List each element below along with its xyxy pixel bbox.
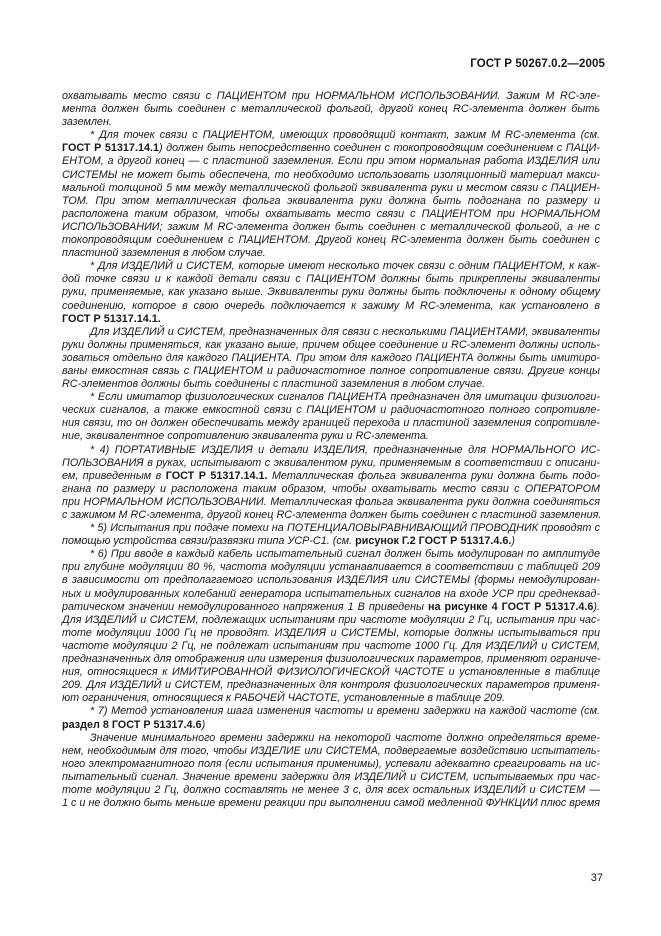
line-text: СИСТЕМЫ не может быть обеспечена, то необходимо использовать изоляционный материал макси- [62,168,600,181]
line-text: зоваться отдельно для каждого ПАЦИЕНТА. При этом для каждого ПАЦИЕНТА должны быть имитиро- [62,351,600,364]
line-text: 1 с и не должно быть меньше времени реакции при выполнении самой медленной ФУНКЦИИ плюс время [62,797,600,810]
page-number: 37 [590,872,603,884]
line-text: ТОМ. При этом металлическая фольга эквивалента руки должна быть подогнана по размеру и [62,194,600,207]
line-text: с зажимом М RC-элемента, другой конец RC-элемента должен быть соединен с пластиной заземления. [62,509,602,521]
line-text: мальной толщиной 5 мм между металлической фольгой эквивалента руки и местом связи с ПАЦИЕН- [62,181,600,194]
standard-reference: раздел 8 ГОСТ Р 51317.4.6 [62,718,202,731]
text-line [62,313,600,326]
line-text: ПОЛЬЗОВАНИЯ в руках, испытывают с эквивалентом руки, применяемым в соответствии с описани- [62,456,600,469]
text-line [62,286,600,299]
line-text: ЕНТОМ, а другой конец — с пластиной заземления. Если при этом нормальная работа ИЗДЕЛИЯ или [62,155,600,168]
line-text: ем, приведенным в [62,469,166,482]
text-line [62,719,600,732]
line-text: тоте модуляции 2 Гц, должно составлять не менее 3 с, для всех остальных ИЗДЕЛИЙ и СИСТЕМ — [62,783,600,796]
text-line [62,90,600,103]
line-text: руки, применяемые, как указано выше. Эквиваленты руки должны быть подключены к одному общему [62,286,600,299]
line-text: ных и модулированных колебаний генератора испытательных сигналов на входе УСР при среднеквад- [62,587,600,600]
text-line [62,601,600,614]
text-line [62,430,600,443]
line-text: * Для точек связи с ПАЦИЕНТОМ, имеющих проводящий контакт, зажим М RC-элемента (см. [90,129,600,142]
line-text: Значение минимального времени задержки на некоторой частоте должно определяться време- [90,731,600,744]
line-text: руки должны применяться, как указано выше, причем общее соединение и RC-элемент должны исполь- [62,338,600,351]
line-text: соединению, которое в свою очередь подключается к зажиму М RC-элемента, как установлено в [62,299,600,312]
text-line [62,444,600,457]
standard-reference: ГОСТ Р 51317.14.1. [62,312,161,325]
text-line [62,574,600,587]
line-text: Для ИЗДЕЛИЙ и СИСТЕМ, подлежащих испытаниям при частоте модуляции 2 Гц, испытания при час- [62,613,600,626]
line-text: 209. Для ИЗДЕЛИЙ и СИСТЕМ, предназначенных для контроля физиологических параметров применя- [62,679,600,692]
text-line [62,457,600,470]
text-line [62,195,600,208]
text-line [62,378,600,391]
text-line [62,352,600,365]
line-text: токопроводящим соединением с ПАЦИЕНТОМ. Другой конец RC-элемента должен быть соединен с [62,234,600,247]
line-text: заземлен. [62,116,112,129]
line-text-tail: Металлическая фольга эквивалента руки должна быть подо- [267,469,600,482]
text-line [62,247,600,260]
document-code-header: ГОСТ Р 50267.0.2—2005 [470,58,605,70]
page-body-text [62,90,600,810]
text-line [62,234,600,247]
line-text: предназначенных для отображения или измерения физиологических параметров, применяют ограниче- [62,653,601,666]
line-text: ваны емкостная связь с ПАЦИЕНТОМ и радиочастотное полное сопротивление связи. Другие концы [62,364,600,377]
text-line [62,640,600,653]
line-text: дой точке связи и к каждой детали связи с ПАЦИЕНТОМ должны быть прикреплены эквиваленты [62,273,600,286]
text-line [62,221,600,234]
text-line [62,732,600,745]
standard-reference: ГОСТ Р 51317.14.1. [165,469,268,482]
text-line [62,745,600,758]
line-text: * 4) ПОРТАТИВНЫЕ ИЗДЕЛИЯ и детали ИЗДЕЛИЯ, предназначенные для НОРМАЛЬНОГО ИС- [90,443,600,456]
line-text: Для ИЗДЕЛИЙ и СИСТЕМ, предназначенных для связи с несколькими ПАЦИЕНТАМИ, эквиваленты [90,325,600,338]
text-line [62,208,600,221]
text-line [62,365,600,378]
text-line [62,784,600,797]
text-line [62,705,600,718]
line-text: * 7) Метод установления шага изменения частоты и времени задержки на каждой частоте (см. [90,705,600,718]
text-line [62,758,600,771]
line-text: ние, эквивалентное сопротивлению эквивалента руки и RC-элемента. [62,430,429,443]
line-text: * Для ИЗДЕЛИЙ и СИСТЕМ, которые имеют несколько точек связи с одним ПАЦИЕНТОМ, к каж- [90,260,600,273]
line-text: гнана по размеру и расположена таким образом, чтобы охватывать место связи с ОПЕРАТОРОМ [62,482,600,495]
text-line [62,470,600,483]
text-line [62,771,600,784]
text-line [62,391,600,404]
text-line [62,588,600,601]
line-text: при НОРМАЛЬНОМ ИСПОЛЬЗОВАНИИ. Металлическая фольга эквивалента руки должна соединяться [62,495,600,508]
text-line [62,483,600,496]
line-text: расположена таким образом, чтобы охватывать место связи с ПАЦИЕНТОМ при НОРМАЛЬНОМ [62,207,600,220]
line-text-tail: ) [511,535,516,548]
text-line [62,404,600,417]
text-line [62,182,600,195]
text-line [62,679,600,692]
line-text: нем, необходимым для того, чтобы ИЗДЕЛИЕ или СИСТЕМА, подвергаемые воздействию испытатель- [62,744,600,757]
line-text: ного электромагнитного поля (если испытания применимы), успевали адекватно среагировать на ис- [62,757,600,770]
line-text: охватывать место связи с ПАЦИЕНТОМ при НОРМАЛЬНОМ ИСПОЛЬЗОВАНИИ. Зажим М RC-эле- [62,90,600,102]
standard-reference: на рисунке 4 ГОСТ Р 51317.4.6 [427,600,594,613]
text-line [62,417,600,430]
text-line [62,496,600,509]
text-line [62,614,600,627]
text-line [62,522,600,535]
text-line [62,339,600,352]
text-line [62,509,600,522]
line-text: * 6) При вводе в каждый кабель испытательный сигнал должен быть модулирован по амплитуде [90,548,600,561]
text-line [62,142,600,155]
line-text-tail: ) должен быть непосредственно соединен с токопроводящим соединением с ПАЦИ- [158,142,600,155]
text-line [62,326,600,339]
text-line [62,129,600,142]
line-text: мента должен быть соединен с металлической фольгой, другой конец RC-элемента должен быть [62,103,600,116]
line-text: ИСПОЛЬЗОВАНИИ; зажим М RC-элемента должен быть соединен с металлической фольгой, а не с [62,220,600,233]
line-text: помощью устройства связи/развязки типа УСР-С1. (см. [62,535,356,548]
text-line [62,666,600,679]
line-text: ческих сигналов, а также емкостной связи с ПАЦИЕНТОМ и радиочастотного полного сопротивле- [62,404,600,417]
standard-reference: ГОСТ Р 51317.14.1 [62,142,159,155]
text-line [62,155,600,168]
text-line [62,627,600,640]
text-line [62,260,600,273]
line-text: тоте модуляции 1000 Гц не проводят. ИЗДЕЛИЯ и СИСТЕМЫ, которые должны испытываться при [62,626,600,639]
line-text: * Если имитатор физиологических сигналов ПАЦИЕНТА предназначен для имитации физиологи- [90,391,600,404]
text-line [62,692,600,705]
text-line [62,103,600,116]
text-line [62,797,600,810]
line-text: * 5) Испытания при подаче помехи на ПОТЕНЦИАЛОВЫРАВНИВАЮЩИЙ ПРОВОДНИК проводят с [90,522,600,535]
text-line [62,653,600,666]
line-text: частоте модуляции 2 Гц, не подлежат испытаниям при частоте 1000 Гц. Для ИЗДЕЛИЙ и СИСТЕМ, [62,639,600,652]
text-line [62,273,600,286]
line-text: пытательный сигнал. Значение времени задержки для ИЗДЕЛИЙ и СИСТЕМ, испытываемых при час- [62,770,600,783]
text-line [62,548,600,561]
text-line [62,535,600,548]
line-text: ют ограничения, относящиеся к РАБОЧЕЙ ЧАСТОТЕ, установленные в таблице 209. [62,692,506,705]
text-line [62,300,600,313]
text-line [62,561,600,574]
line-text-tail: ) [201,718,206,731]
text-line [62,116,600,129]
line-text: в зависимости от предполагаемого использования ИЗДЕЛИЯ или СИСТЕМЫ (формы немодулирован- [62,574,600,587]
line-text: ратическом значении немодулированного напряжения 1 В приведены [62,600,428,613]
line-text-tail: ). [593,600,600,613]
line-text: пластиной заземления в любом случае. [62,247,266,260]
line-text: ния связи, то он должен обеспечивать между границей перехода и пластиной заземления сопротивле- [62,417,600,430]
line-text: ния, относящиеся к ИМИТИРОВАННОЙ ФИЗИОЛОГИЧЕСКОЙ ЧАСТОТЕ и установленные в таблице [62,666,600,679]
line-text: RC-элементов должны быть соединены с пластиной заземления в любом случае. [62,378,486,391]
text-line [62,169,600,182]
line-text: при глубине модуляции 80 %, частота модуляции устанавливается в соответствии с таблицей 209 [62,561,600,574]
standard-reference: рисунок Г.2 ГОСТ Р 51317.4.6. [355,535,512,548]
